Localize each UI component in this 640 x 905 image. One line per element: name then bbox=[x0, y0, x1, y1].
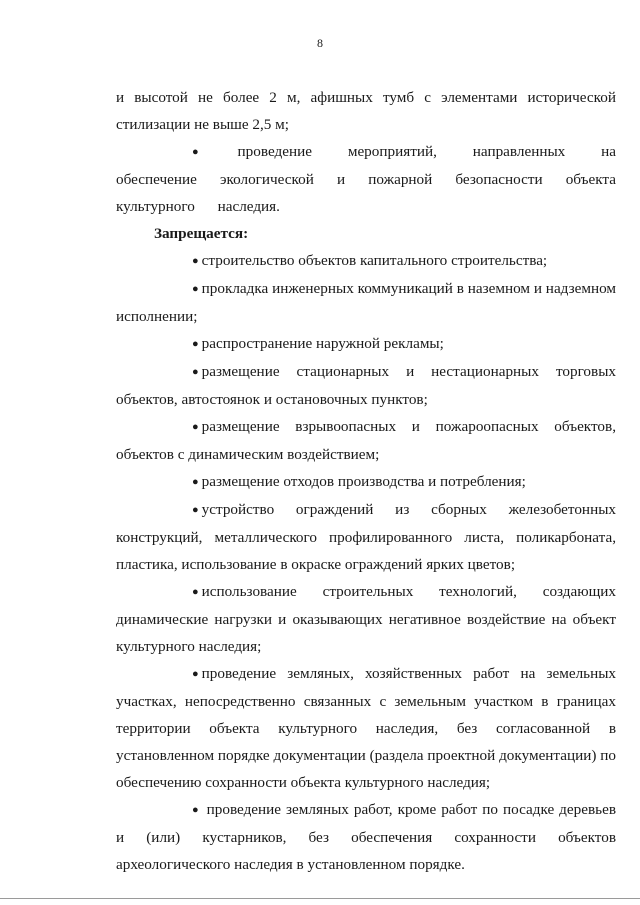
prohibition-text: размещение отходов производства и потребления; bbox=[201, 473, 526, 490]
bullet-icon: ● bbox=[192, 804, 199, 816]
prohibition-text: размещение взрывоопасных и пожароопасных объектов, объектов с динамическим воздействием; bbox=[116, 418, 616, 463]
paragraph-continuation: и высотой не более 2 м, афишных тумб с элементами исторической стилизации не выше 2,5 м; bbox=[116, 89, 616, 133]
prohibition-item bbox=[116, 413, 616, 468]
bullet-icon: ● bbox=[192, 476, 199, 488]
prohibition-item bbox=[116, 468, 616, 496]
prohibitions-heading: Запрещается: bbox=[154, 225, 249, 242]
prohibition-item bbox=[116, 247, 616, 275]
prohibition-item bbox=[116, 496, 616, 578]
bullet-icon: ● bbox=[192, 668, 199, 680]
prohibition-item bbox=[116, 660, 616, 796]
bullet-text: проведение мероприятий, направленных на обеспечение экологической и пожарной безопасности объекта культурного наследия. bbox=[116, 143, 617, 215]
prohibition-text: устройство ограждений из сборных железобетонных конструкций, металлического профилированного листа, поликарбоната, пластика, использование в окраске ограждений ярких цветов; bbox=[116, 501, 616, 573]
bullet-icon: ● bbox=[192, 366, 199, 378]
bullet-icon: ● bbox=[192, 421, 199, 433]
prohibition-text: распространение наружной рекламы; bbox=[201, 335, 444, 352]
document-body bbox=[116, 84, 616, 878]
prohibition-item bbox=[116, 275, 616, 330]
final-prohibition bbox=[116, 796, 616, 878]
bullet-icon: ● bbox=[192, 586, 199, 598]
prohibitions-list bbox=[116, 247, 616, 796]
prohibition-item bbox=[116, 578, 616, 660]
bullet-icon: ● bbox=[192, 338, 199, 350]
prohibition-item bbox=[116, 358, 616, 413]
page-number: 8 bbox=[317, 36, 323, 50]
prohibition-text: строительство объектов капитального строительства; bbox=[201, 252, 548, 269]
bullet-icon: ● bbox=[192, 146, 199, 158]
bullet-icon: ● bbox=[192, 504, 199, 516]
bullet-icon: ● bbox=[192, 255, 199, 267]
prohibition-text: проведение земляных, хозяйственных работ на земельных участках, непосредственно связанных с земельным участком в границах территории объекта культурного наследия, без согласованной в установленном порядке документации (раздела проектной документации) по обеспечению сохранности объекта культурного наследия; bbox=[116, 665, 616, 791]
bullet-icon: ● bbox=[192, 283, 199, 295]
bullet-paragraph-measures bbox=[116, 138, 616, 220]
prohibition-text: размещение стационарных и нестационарных торговых объектов, автостоянок и остановочных пунктов; bbox=[116, 363, 616, 408]
prohibition-text: использование строительных технологий, создающих динамические нагрузки и оказывающих негативное воздействие на объект культурного наследия; bbox=[116, 583, 616, 655]
prohibition-text: прокладка инженерных коммуникаций в наземном и надземном исполнении; bbox=[116, 280, 616, 325]
page-bottom-rule bbox=[0, 898, 640, 899]
prohibition-item bbox=[116, 330, 616, 358]
bullet-text: проведение земляных работ, кроме работ по посадке деревьев и (или) кустарников, без обеспечения сохранности объектов археологического наследия в установленном порядке. bbox=[116, 801, 616, 873]
